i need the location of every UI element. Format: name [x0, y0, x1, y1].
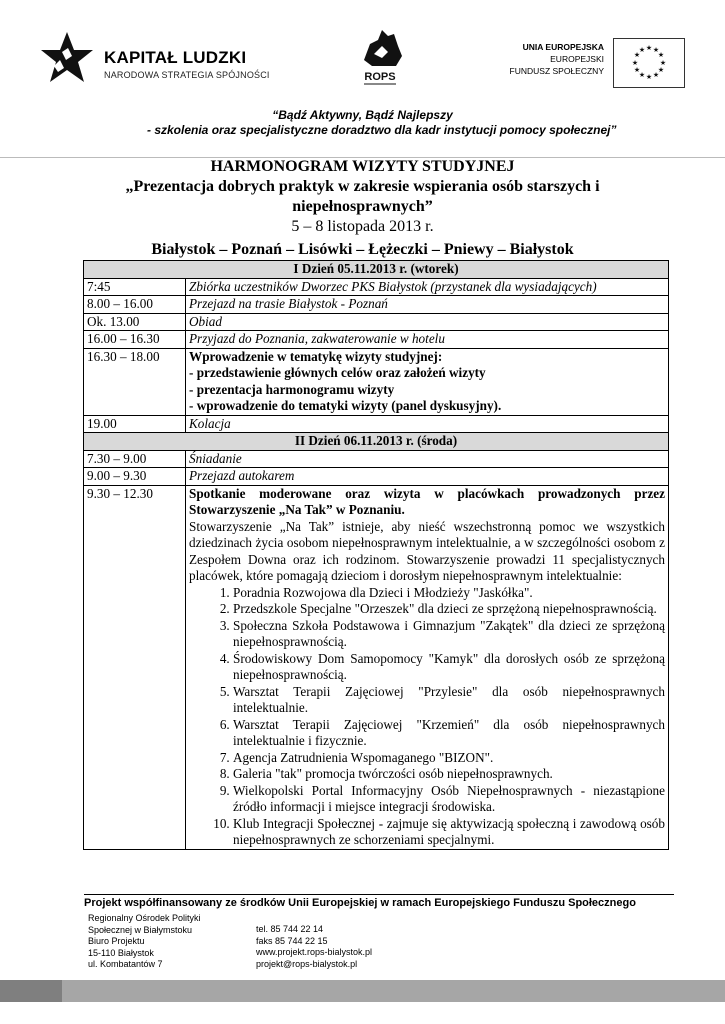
- list-item: 1. Poradnia Rozwojowa dla Dzieci i Młodzieży "Jaskółka".: [233, 585, 665, 602]
- list-item: 3. Społeczna Szkoła Podstawowa i Gimnazjum "Zakątek" dla dzieci ze sprzężoną niepełnosprawnością.: [233, 618, 665, 651]
- svg-text:★: ★: [633, 66, 641, 74]
- table-row: [84, 348, 669, 415]
- svg-text:★: ★: [645, 44, 653, 52]
- eu-label-line1: UNIA EUROPEJSKA: [522, 42, 604, 52]
- activity-cell: Przyjazd do Poznania, zakwaterowanie w hotelu: [186, 331, 669, 349]
- activity-cell: Zbiórka uczestników Dworzec PKS Białystok (przystanek dla wysiadających): [186, 278, 669, 296]
- table-row: [84, 485, 669, 849]
- address-line: Regionalny Ośrodek Polityki: [88, 913, 201, 923]
- svg-text:★: ★: [645, 73, 653, 81]
- time-cell: 16.00 – 16.30: [84, 331, 186, 349]
- eu-label-line3: FUNDUSZ SPOŁECZNY: [509, 66, 604, 76]
- svg-text:★: ★: [638, 46, 646, 54]
- fax-number: faks 85 744 22 15: [256, 935, 328, 946]
- title-dates: 5 – 8 listopada 2013 r.: [291, 218, 434, 235]
- time-cell: 19.00: [84, 415, 186, 433]
- activity-cell: Przejazd autokarem: [186, 468, 669, 486]
- list-item: 10. Klub Integracji Społecznej - zajmuje się aktywizacją społeczną i zawodową osób niepełnosprawnych ze schorzeniami specjalnymi.: [233, 816, 665, 849]
- address-line: 15-110 Białystok: [88, 947, 154, 958]
- activity-cell: Śniadanie: [186, 450, 669, 468]
- activity-cell: [186, 348, 669, 415]
- slogan-line1: “Bądź Aktywny, Bądź Najlepszy: [272, 108, 453, 122]
- time-cell: 8.00 – 16.00: [84, 296, 186, 314]
- svg-text:ROPS: ROPS: [364, 71, 396, 83]
- activity-cell: Kolacja: [186, 415, 669, 433]
- activity-cell: [186, 485, 669, 849]
- day-header-row: [84, 261, 669, 279]
- address-line: ul. Kombatantów 7: [88, 959, 163, 969]
- time-cell: 9.00 – 9.30: [84, 468, 186, 486]
- list-item: 8. Galeria "tak" promocja twórczości osób niepełnosprawnych.: [233, 766, 665, 783]
- cofinance-note: Projekt współfinansowany ze środków Unii Europejskiej w ramach Europejskiego Funduszu Społecznego: [84, 894, 674, 909]
- visit-description: Stowarzyszenie „Na Tak” istnieje, aby nieść wszechstronną pomoc we wszystkich dziedzinach życia osobom niepełnosprawnym intelektualnie, a w szczególności osobom z Zespołem Downa oraz ich rodzinom. Stowarzyszenie prowadzi 11 specjalistycznych placówek, które pomagają dzieciom i dorosłym niepełnosprawnym intelektualnie:: [189, 518, 665, 583]
- table-row: [84, 331, 669, 349]
- kapital-ludzki-star-logo: [40, 30, 94, 88]
- office-address: [88, 913, 201, 971]
- table-row: [84, 415, 669, 433]
- time-cell: 7:45: [84, 278, 186, 296]
- email-link[interactable]: projekt@rops-bialystok.pl: [256, 958, 358, 969]
- day-header-row: [84, 433, 669, 451]
- schedule-table: [83, 260, 669, 850]
- list-item: 9. Wielkopolski Portal Informacyjny Osób Niepełnosprawnych - niezastąpione źródło informacji i miejsce integracji środowiska.: [233, 783, 665, 816]
- list-item: 6. Warsztat Terapii Zajęciowej "Krzemień" dla osób niepełnosprawnych intelektualnie i fizycznie.: [233, 717, 665, 750]
- kapital-ludzki-title: KAPITAŁ LUDZKI: [104, 48, 247, 67]
- time-cell: 9.30 – 12.30: [84, 485, 186, 849]
- contact-info: [256, 924, 372, 970]
- activity-cell: Obiad: [186, 313, 669, 331]
- intro-line: - prezentacja harmonogramu wizyty: [189, 381, 395, 397]
- eu-flag-icon: [613, 38, 685, 88]
- website-link[interactable]: www.projekt.rops-bialystok.pl: [256, 947, 373, 957]
- time-cell: 7.30 – 9.00: [84, 450, 186, 468]
- svg-text:★: ★: [657, 51, 665, 59]
- document-title: [0, 157, 725, 260]
- rops-logo: [352, 26, 408, 92]
- svg-text:★: ★: [659, 59, 667, 67]
- slogan-line2: - szkolenia oraz specjalistyczne doradztwo dla kadr instytucji pomocy społecznej”: [147, 123, 617, 137]
- svg-text:★: ★: [652, 71, 660, 79]
- title-route: Białystok – Poznań – Lisówki – Łężeczki – Pniewy – Białystok: [151, 241, 574, 258]
- phone-number: tel. 85 744 22 14: [256, 924, 324, 934]
- page-footer: [0, 894, 725, 1024]
- eu-label: [480, 41, 604, 77]
- title-line3: niepełnosprawnych”: [292, 198, 433, 215]
- svg-text:★: ★: [633, 51, 641, 59]
- footer-bar-accent: [0, 980, 62, 1002]
- svg-text:★: ★: [631, 59, 639, 67]
- time-cell: Ok. 13.00: [84, 313, 186, 331]
- footer-bar: [0, 980, 725, 1002]
- intro-line: - wprowadzenie do tematyki wizyty (panel dyskusyjny).: [189, 398, 502, 413]
- day2-header: II Dzień 06.11.2013 r. (środa): [84, 433, 669, 451]
- list-item: 4. Środowiskowy Dom Samopomocy "Kamyk" dla dorosłych osób ze sprzężoną niepełnosprawnością.: [233, 651, 665, 684]
- table-row: [84, 450, 669, 468]
- title-line1: HARMONOGRAM WIZYTY STUDYJNEJ: [210, 158, 515, 175]
- eu-label-line2: EUROPEJSKI: [550, 54, 604, 64]
- table-row: [84, 278, 669, 296]
- kapital-ludzki-subtitle: NARODOWA STRATEGIA SPÓJNOŚCI: [104, 70, 270, 80]
- table-row: [84, 296, 669, 314]
- table-row: [84, 313, 669, 331]
- table-row: [84, 468, 669, 486]
- time-cell: 16.30 – 18.00: [84, 348, 186, 415]
- list-item: 5. Warsztat Terapii Zajęciowej "Przylesie" dla osób niepełnosprawnych intelektualnie.: [233, 684, 665, 717]
- day1-header: I Dzień 05.11.2013 r. (wtorek): [84, 261, 669, 279]
- activity-cell: Przejazd na trasie Białystok - Poznań: [186, 296, 669, 314]
- svg-text:★: ★: [657, 66, 665, 74]
- intro-line: - przedstawienie głównych celów oraz założeń wizyty: [189, 365, 486, 380]
- places-list: [189, 585, 665, 849]
- title-line2: „Prezentacja dobrych praktyk w zakresie wspierania osób starszych i: [125, 178, 600, 195]
- address-line: Społecznej w Białymstoku: [88, 924, 193, 935]
- visit-title: Spotkanie moderowane oraz wizyta w placówkach prowadzonych przez Stowarzyszenie „Na Tak” w Poznaniu.: [189, 485, 665, 517]
- list-item: 7. Agencja Zatrudnienia Wspomaganego "BIZON".: [233, 750, 665, 767]
- page-header: [0, 0, 725, 158]
- address-line: Biuro Projektu: [88, 936, 145, 946]
- intro-line: Wprowadzenie w tematykę wizyty studyjnej:: [189, 348, 443, 364]
- svg-text:★: ★: [638, 71, 646, 79]
- svg-text:★: ★: [652, 46, 660, 54]
- project-slogan: [0, 108, 725, 138]
- list-item: 2. Przedszkole Specjalne "Orzeszek" dla dzieci ze sprzężoną niepełnosprawnością.: [233, 601, 665, 618]
